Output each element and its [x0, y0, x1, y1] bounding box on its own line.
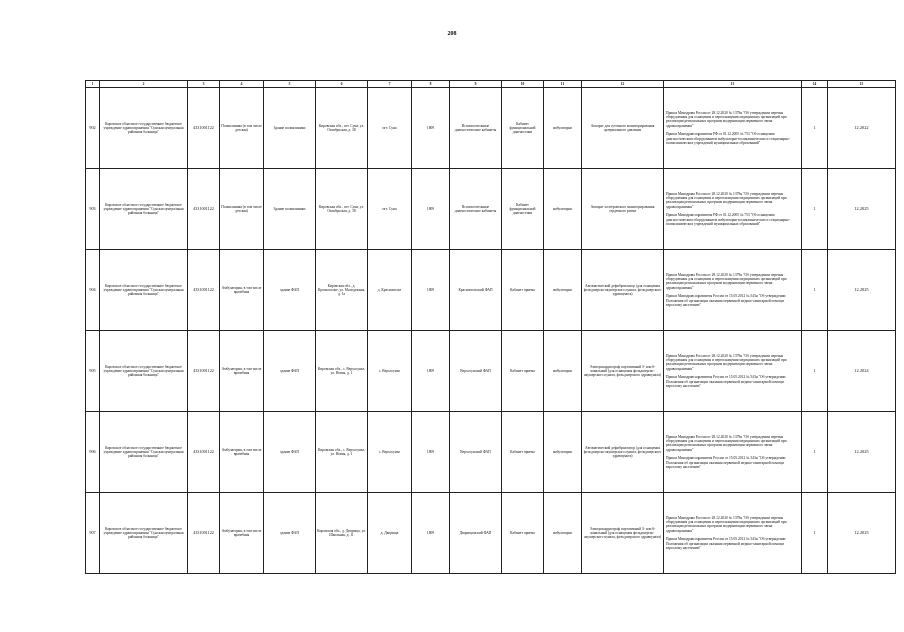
unit-cell: Вспомогательные диагностические кабинеты	[450, 169, 502, 250]
regulation-cell: Приказ Минздрава России от 28.12.2020 № 1379н "Об утверждении перечня оборудования для оснащения и переоснащения медицинских организаций при реализации региональных программ модернизации первичного звена здравоохранения" Приказ Минздравсоцразвития России от 15.05.2012 № 543н "Об утверждении Положения об организации оказания первичной медико-санитарной помощи взрослому населению"	[664, 250, 802, 331]
quantity-cell: 1	[802, 493, 828, 574]
column-number: 10	[502, 81, 544, 88]
deadline-cell: 12.2022	[828, 88, 896, 169]
unit-cell: Вспомогательные диагностические кабинеты	[450, 88, 502, 169]
organization-cell: Кировское областное государственное бюджетное учреждение здравоохранения "Сунская центральная районная больница"	[100, 493, 188, 574]
unit-cell: Краснопольский ФАП	[450, 250, 502, 331]
regulation-cell: Приказ Минздрава России от 28.12.2020 № 1379н "Об утверждении перечня оборудования для оснащения и переоснащения медицинских организаций при реализации региональных программ модернизации первичного звена здравоохранения" Приказ Минздравсоцразвития России от 15.05.2012 № 543н "Об утверждении Положения об организации оказания первичной медико-санитарной помощи взрослому населению"	[664, 331, 802, 412]
row-number-cell: 904	[86, 250, 100, 331]
care-mode-cell: амбулаторно	[544, 88, 582, 169]
table-row	[86, 169, 896, 250]
equipment-cell: Электрокардиограф портативный 3- или 6-канальный (для оснащения фельдшерско-акушерского пункта, фельдшерского здравпункта)	[582, 493, 664, 574]
care-mode-cell: амбулаторно	[544, 169, 582, 250]
building-cell: Здание поликлиники	[264, 169, 316, 250]
column-number: 15	[828, 81, 896, 88]
equipment-registry-table	[85, 80, 896, 574]
organization-cell: Кировское областное государственное бюджетное учреждение здравоохранения "Сунская центральная районная больница"	[100, 412, 188, 493]
code-cell: 1809	[412, 169, 450, 250]
room-cell: Кабинет приема	[502, 331, 544, 412]
address-cell: Кировская обл., д. Дворища, ул. Школьная, д. 11	[316, 493, 368, 574]
inn-cell: 4331001122	[188, 250, 220, 331]
table-row	[86, 88, 896, 169]
organization-cell: Кировское областное государственное бюджетное учреждение здравоохранения "Сунская центральная районная больница"	[100, 331, 188, 412]
inn-cell: 4331001122	[188, 88, 220, 169]
regulation-cell: Приказ Минздрава России от 28.12.2020 № 1379н "Об утверждении перечня оборудования для оснащения и переоснащения медицинских организаций при реализации региональных программ модернизации первичного звена здравоохранения" Приказ Минздравсоцразвития РФ от 01.12.2005 № 753 "Об оснащении диагностическим оборудованием амбулаторно-поликлинических и стационарно-поликлинических учреждений муниципальных образований"	[664, 169, 802, 250]
regulation-cell: Приказ Минздрава России от 28.12.2020 № 1379н "Об утверждении перечня оборудования для оснащения и переоснащения медицинских организаций при реализации региональных программ модернизации первичного звена здравоохранения" Приказ Минздравсоцразвития России от 15.05.2012 № 543н "Об утверждении Положения об организации оказания первичной медико-санитарной помощи взрослому населению"	[664, 412, 802, 493]
row-number-cell: 906	[86, 412, 100, 493]
deadline-cell: 12.2024	[828, 331, 896, 412]
room-cell: Кабинет приема	[502, 493, 544, 574]
quantity-cell: 1	[802, 169, 828, 250]
regulation-cell: Приказ Минздрава России от 28.12.2020 № 1379н "Об утверждении перечня оборудования для оснащения и переоснащения медицинских организаций при реализации региональных программ модернизации первичного звена здравоохранения" Приказ Минздравсоцразвития РФ от 01.12.2005 № 753 "Об оснащении диагностическим оборудованием амбулаторно-поликлинических и стационарно-поликлинических учреждений муниципальных образований"	[664, 88, 802, 169]
quantity-cell: 1	[802, 250, 828, 331]
address-cell: Кировская обл., с. Верхосунье, ул. Новая, д. 1	[316, 412, 368, 493]
address-cell: Кировская обл., д. Краснополье, ул. Молодежная, д. 1а	[316, 250, 368, 331]
facility-type-cell: Амбулатория, в том числе врачебная	[220, 412, 264, 493]
table-row	[86, 250, 896, 331]
inn-cell: 4331001122	[188, 169, 220, 250]
building-cell: здание ФАП	[264, 493, 316, 574]
unit-cell: Верхосунский ФАП	[450, 412, 502, 493]
settlement-cell: пгт. Суна	[368, 169, 412, 250]
equipment-cell: Автоматический дефибриллятор (для оснащения фельдшерско-акушерского пункта, фельдшерского здравпункта)	[582, 250, 664, 331]
code-cell: 1809	[412, 412, 450, 493]
column-number: 2	[100, 81, 188, 88]
address-cell: Кировская обл., пгт. Суна, ул. Октябрьская, д. 38	[316, 88, 368, 169]
deadline-cell: 12.2025	[828, 250, 896, 331]
building-cell: здание ФАП	[264, 331, 316, 412]
address-cell: Кировская обл., пгт. Суна, ул. Октябрьская, д. 38	[316, 169, 368, 250]
facility-type-cell: Поликлиника (в том числе детская)	[220, 88, 264, 169]
care-mode-cell: амбулаторно	[544, 493, 582, 574]
room-cell: Кабинет функциональной диагностики	[502, 88, 544, 169]
quantity-cell: 1	[802, 88, 828, 169]
organization-cell: Кировское областное государственное бюджетное учреждение здравоохранения "Сунская центральная районная больница"	[100, 169, 188, 250]
room-cell: Кабинет приема	[502, 250, 544, 331]
settlement-cell: с. Верхосунье	[368, 331, 412, 412]
equipment-cell: Аппарат холтеровского мониторирования сердечного ритма	[582, 169, 664, 250]
column-number: 3	[188, 81, 220, 88]
quantity-cell: 1	[802, 331, 828, 412]
column-number: 8	[412, 81, 450, 88]
table-row	[86, 412, 896, 493]
code-cell: 1809	[412, 331, 450, 412]
inn-cell: 4331001122	[188, 331, 220, 412]
deadline-cell: 12.2025	[828, 412, 896, 493]
table-row	[86, 331, 896, 412]
code-cell: 1809	[412, 88, 450, 169]
page-number: 208	[447, 31, 457, 37]
column-number: 13	[664, 81, 802, 88]
column-number: 1	[86, 81, 100, 88]
care-mode-cell: амбулаторно	[544, 412, 582, 493]
code-cell: 1809	[412, 250, 450, 331]
address-cell: Кировская обл., с. Верхосунье, ул. Новая, д. 1	[316, 331, 368, 412]
facility-type-cell: Амбулатория, в том числе врачебная	[220, 331, 264, 412]
equipment-cell: Аппарат для суточного мониторирования артериального давления	[582, 88, 664, 169]
settlement-cell: д. Краснополье	[368, 250, 412, 331]
facility-type-cell: Амбулатория, в том числе врачебная	[220, 493, 264, 574]
care-mode-cell: амбулаторно	[544, 250, 582, 331]
settlement-cell: д. Дворища	[368, 493, 412, 574]
quantity-cell: 1	[802, 412, 828, 493]
column-number: 7	[368, 81, 412, 88]
equipment-cell: Электрокардиограф портативный 3- или 6-канальный (для оснащения фельдшерско-акушерского пункта, фельдшерского здравпункта)	[582, 331, 664, 412]
facility-type-cell: Амбулатория, в том числе врачебная	[220, 250, 264, 331]
column-number: 12	[582, 81, 664, 88]
column-number: 5	[264, 81, 316, 88]
building-cell: Здание поликлиники	[264, 88, 316, 169]
organization-cell: Кировское областное государственное бюджетное учреждение здравоохранения "Сунская центральная районная больница"	[100, 250, 188, 331]
settlement-cell: пгт. Суна	[368, 88, 412, 169]
organization-cell: Кировское областное государственное бюджетное учреждение здравоохранения "Сунская центральная районная больница"	[100, 88, 188, 169]
care-mode-cell: амбулаторно	[544, 331, 582, 412]
deadline-cell: 12.2025	[828, 493, 896, 574]
column-number: 14	[802, 81, 828, 88]
unit-cell: Дворищенский ФАП	[450, 493, 502, 574]
equipment-cell: Автоматический дефибриллятор (для оснащения фельдшерско-акушерского пункта, фельдшерского здравпункта)	[582, 412, 664, 493]
column-number-row	[86, 81, 896, 88]
row-number-cell: 903	[86, 169, 100, 250]
unit-cell: Верхосунский ФАП	[450, 331, 502, 412]
building-cell: здание ФАП	[264, 412, 316, 493]
inn-cell: 4331001122	[188, 412, 220, 493]
column-number: 11	[544, 81, 582, 88]
building-cell: здание ФАП	[264, 250, 316, 331]
row-number-cell: 907	[86, 493, 100, 574]
row-number-cell: 905	[86, 331, 100, 412]
column-number: 9	[450, 81, 502, 88]
row-number-cell: 902	[86, 88, 100, 169]
inn-cell: 4331001122	[188, 493, 220, 574]
settlement-cell: с. Верхосунье	[368, 412, 412, 493]
column-number: 6	[316, 81, 368, 88]
column-number: 4	[220, 81, 264, 88]
regulation-cell: Приказ Минздрава России от 28.12.2020 № 1379н "Об утверждении перечня оборудования для оснащения и переоснащения медицинских организаций при реализации региональных программ модернизации первичного звена здравоохранения" Приказ Минздравсоцразвития России от 15.05.2012 № 543н "Об утверждении Положения об организации оказания первичной медико-санитарной помощи взрослому населению"	[664, 493, 802, 574]
table-row	[86, 493, 896, 574]
code-cell: 1809	[412, 493, 450, 574]
room-cell: Кабинет приема	[502, 412, 544, 493]
room-cell: Кабинет функциональной диагностики	[502, 169, 544, 250]
deadline-cell: 12.2025	[828, 169, 896, 250]
facility-type-cell: Поликлиника (в том числе детская)	[220, 169, 264, 250]
